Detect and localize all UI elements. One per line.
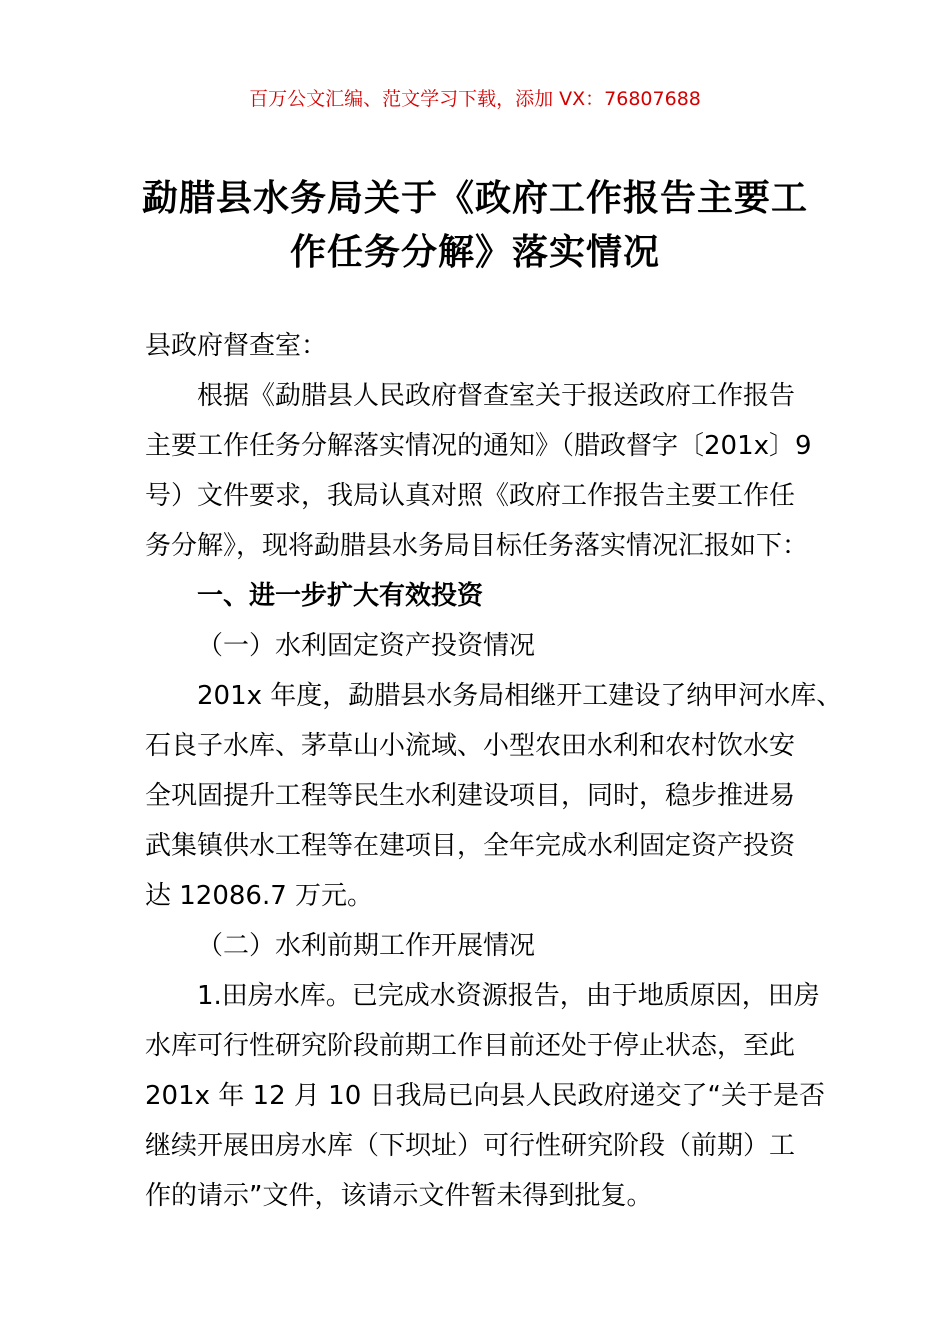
subsection-2-heading: （二）水利前期工作开展情况: [197, 931, 536, 961]
intro-line-4: 务分解》，现将勐腊县水务局目标任务落实情况汇报如下：: [145, 531, 809, 561]
section-1-heading: 一、进一步扩大有效投资: [197, 581, 484, 611]
salutation: 县政府督查室：: [145, 331, 328, 361]
title-line-2: 作任务分解》落实情况: [289, 232, 660, 273]
subsection-2-line-3: 201x 年 12 月 10 日我局已向县人民政府递交了“关于是否: [145, 1081, 825, 1111]
intro-line-1: 根据《勐腊县人民政府督查室关于报送政府工作报告: [197, 381, 796, 411]
subsection-1-line-3: 全巩固提升工程等民生水利建设项目，同时，稳步推进易: [145, 781, 796, 811]
subsection-1-line-2: 石良子水库、茅草山小流域、小型农田水利和农村饮水安: [145, 731, 796, 761]
subsection-2-line-1: 1.田房水库。已完成水资源报告，由于地质原因，田房: [197, 981, 820, 1011]
subsection-1-line-4: 武集镇供水工程等在建项目，全年完成水利固定资产投资: [145, 831, 796, 861]
subsection-1-line-1: 201x 年度，勐腊县水务局相继开工建设了纳甲河水库、: [197, 681, 843, 711]
document-body: [145, 321, 843, 1221]
subsection-2-line-5: 作的请示”文件，该请示文件暂未得到批复。: [145, 1181, 653, 1211]
subsection-2-line-4: 继续开展田房水库（下坝址）可行性研究阶段（前期）工: [145, 1131, 796, 1161]
subsection-1-heading: （一）水利固定资产投资情况: [197, 631, 536, 661]
subsection-1-line-5: 达 12086.7 万元。: [145, 881, 374, 911]
subsection-2-line-2: 水库可行性研究阶段前期工作目前还处于停止状态，至此: [145, 1031, 796, 1061]
document-title: [120, 172, 830, 280]
intro-line-3: 号）文件要求，我局认真对照《政府工作报告主要工作任: [145, 481, 796, 511]
intro-line-2: 主要工作任务分解落实情况的通知》（腊政督字〔201x〕9: [145, 431, 812, 461]
title-line-1: 勐腊县水务局关于《政府工作报告主要工: [141, 178, 808, 219]
header-banner: 百万公文汇编、范文学习下载，添加 VX：76807688: [249, 88, 701, 110]
